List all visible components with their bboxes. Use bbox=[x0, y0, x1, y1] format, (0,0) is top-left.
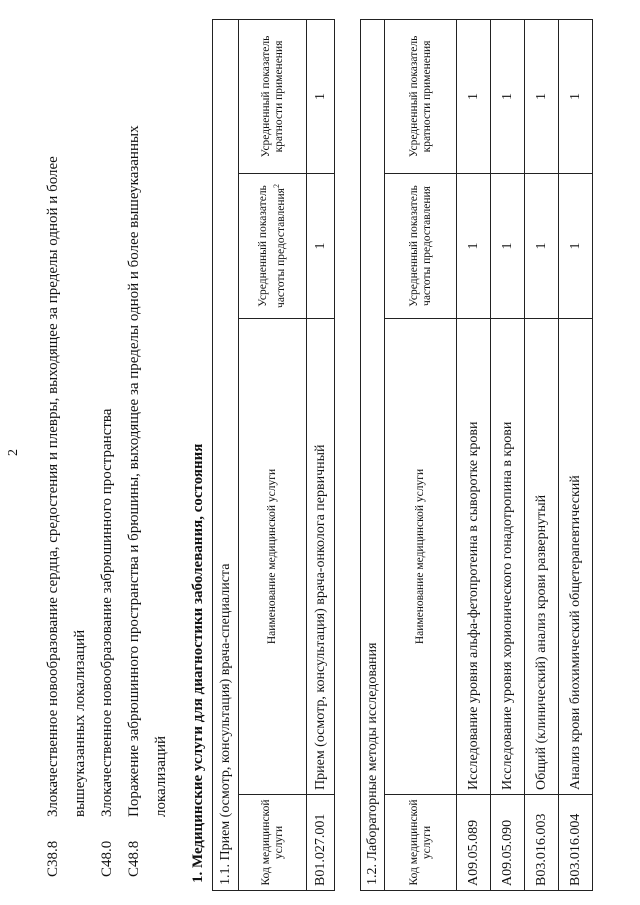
diagnosis-text: Злокачественное новообразование сердца, средостения и плевры, выходящее за пределы одной и более bbox=[45, 156, 61, 817]
diagnosis-code: C38.8 bbox=[45, 840, 61, 877]
table-header-row bbox=[239, 19, 307, 890]
table-row bbox=[307, 19, 335, 890]
diagnosis-code: C48.8 bbox=[126, 840, 142, 877]
diagnosis-item bbox=[125, 17, 171, 877]
diagnosis-item bbox=[44, 17, 88, 877]
page-number: 2 bbox=[6, 449, 21, 456]
table-row bbox=[491, 19, 525, 890]
service-name: Анализ крови биохимический общетерапевтический bbox=[559, 319, 593, 795]
header-multiplicity: Усредненный показатель кратности применения bbox=[239, 19, 307, 173]
service-multiplicity: 1 bbox=[559, 19, 593, 173]
service-code: B03.016.003 bbox=[525, 795, 559, 891]
consultation-table bbox=[212, 19, 335, 891]
section-title: 1. Медицинские услуги для диагностики заболевания, состояния bbox=[190, 443, 206, 883]
diagnosis-text: Злокачественное новообразование забрюшинного пространства bbox=[99, 408, 115, 817]
table-caption: 1.2. Лабораторные методы исследования bbox=[361, 19, 385, 890]
header-multiplicity: Усредненный показатель кратности применения bbox=[385, 19, 457, 173]
diagnosis-text-continued: локализаций bbox=[153, 735, 169, 817]
table-row bbox=[457, 19, 491, 890]
service-multiplicity: 1 bbox=[525, 19, 559, 173]
service-multiplicity: 1 bbox=[457, 19, 491, 173]
header-frequency: Усредненный показатель частоты предоставления bbox=[385, 174, 457, 319]
header-name: Наименование медицинской услуги bbox=[385, 319, 457, 795]
diagnosis-item bbox=[98, 17, 118, 877]
service-frequency: 1 bbox=[525, 174, 559, 319]
diagnosis-code: C48.0 bbox=[99, 840, 115, 877]
header-frequency: Усредненный показатель частоты предоставления$^2$ bbox=[239, 174, 307, 319]
service-frequency: 1 bbox=[559, 174, 593, 319]
service-frequency: 1 bbox=[307, 174, 335, 319]
service-name: Исследование уровня хорионического гонадотропина в крови bbox=[491, 319, 525, 795]
service-frequency: 1 bbox=[457, 174, 491, 319]
table-caption: 1.1. Прием (осмотр, консультация) врача-специалиста bbox=[213, 19, 239, 890]
service-frequency: 1 bbox=[491, 174, 525, 319]
header-code: Код медицинской услуги bbox=[385, 795, 457, 891]
header-code: Код медицинской услуги bbox=[239, 795, 307, 891]
service-code: A09.05.090 bbox=[491, 795, 525, 891]
table-row bbox=[525, 19, 559, 890]
table-header-row bbox=[385, 19, 457, 890]
service-name: Общий (клинический) анализ крови развернутый bbox=[525, 319, 559, 795]
laboratory-table bbox=[360, 19, 593, 891]
service-code: B01.027.001 bbox=[307, 795, 335, 891]
header-name: Наименование медицинской услуги bbox=[239, 319, 307, 795]
service-multiplicity: 1 bbox=[307, 19, 335, 173]
service-name: Исследование уровня альфа-фетопротеина в сыворотке крови bbox=[457, 319, 491, 795]
footnote-marker: 2 bbox=[272, 184, 282, 189]
service-code: A09.05.089 bbox=[457, 795, 491, 891]
service-code: B03.016.004 bbox=[559, 795, 593, 891]
service-name: Прием (осмотр, консультация) врача-онколога первичный bbox=[307, 319, 335, 795]
diagnosis-text: Поражение забрюшинного пространства и брюшины, выходящее за пределы одной и более вышеуказанных bbox=[126, 125, 142, 817]
table-row bbox=[559, 19, 593, 890]
diagnosis-text-continued: вышеуказанных локализаций bbox=[72, 629, 88, 817]
service-multiplicity: 1 bbox=[491, 19, 525, 173]
